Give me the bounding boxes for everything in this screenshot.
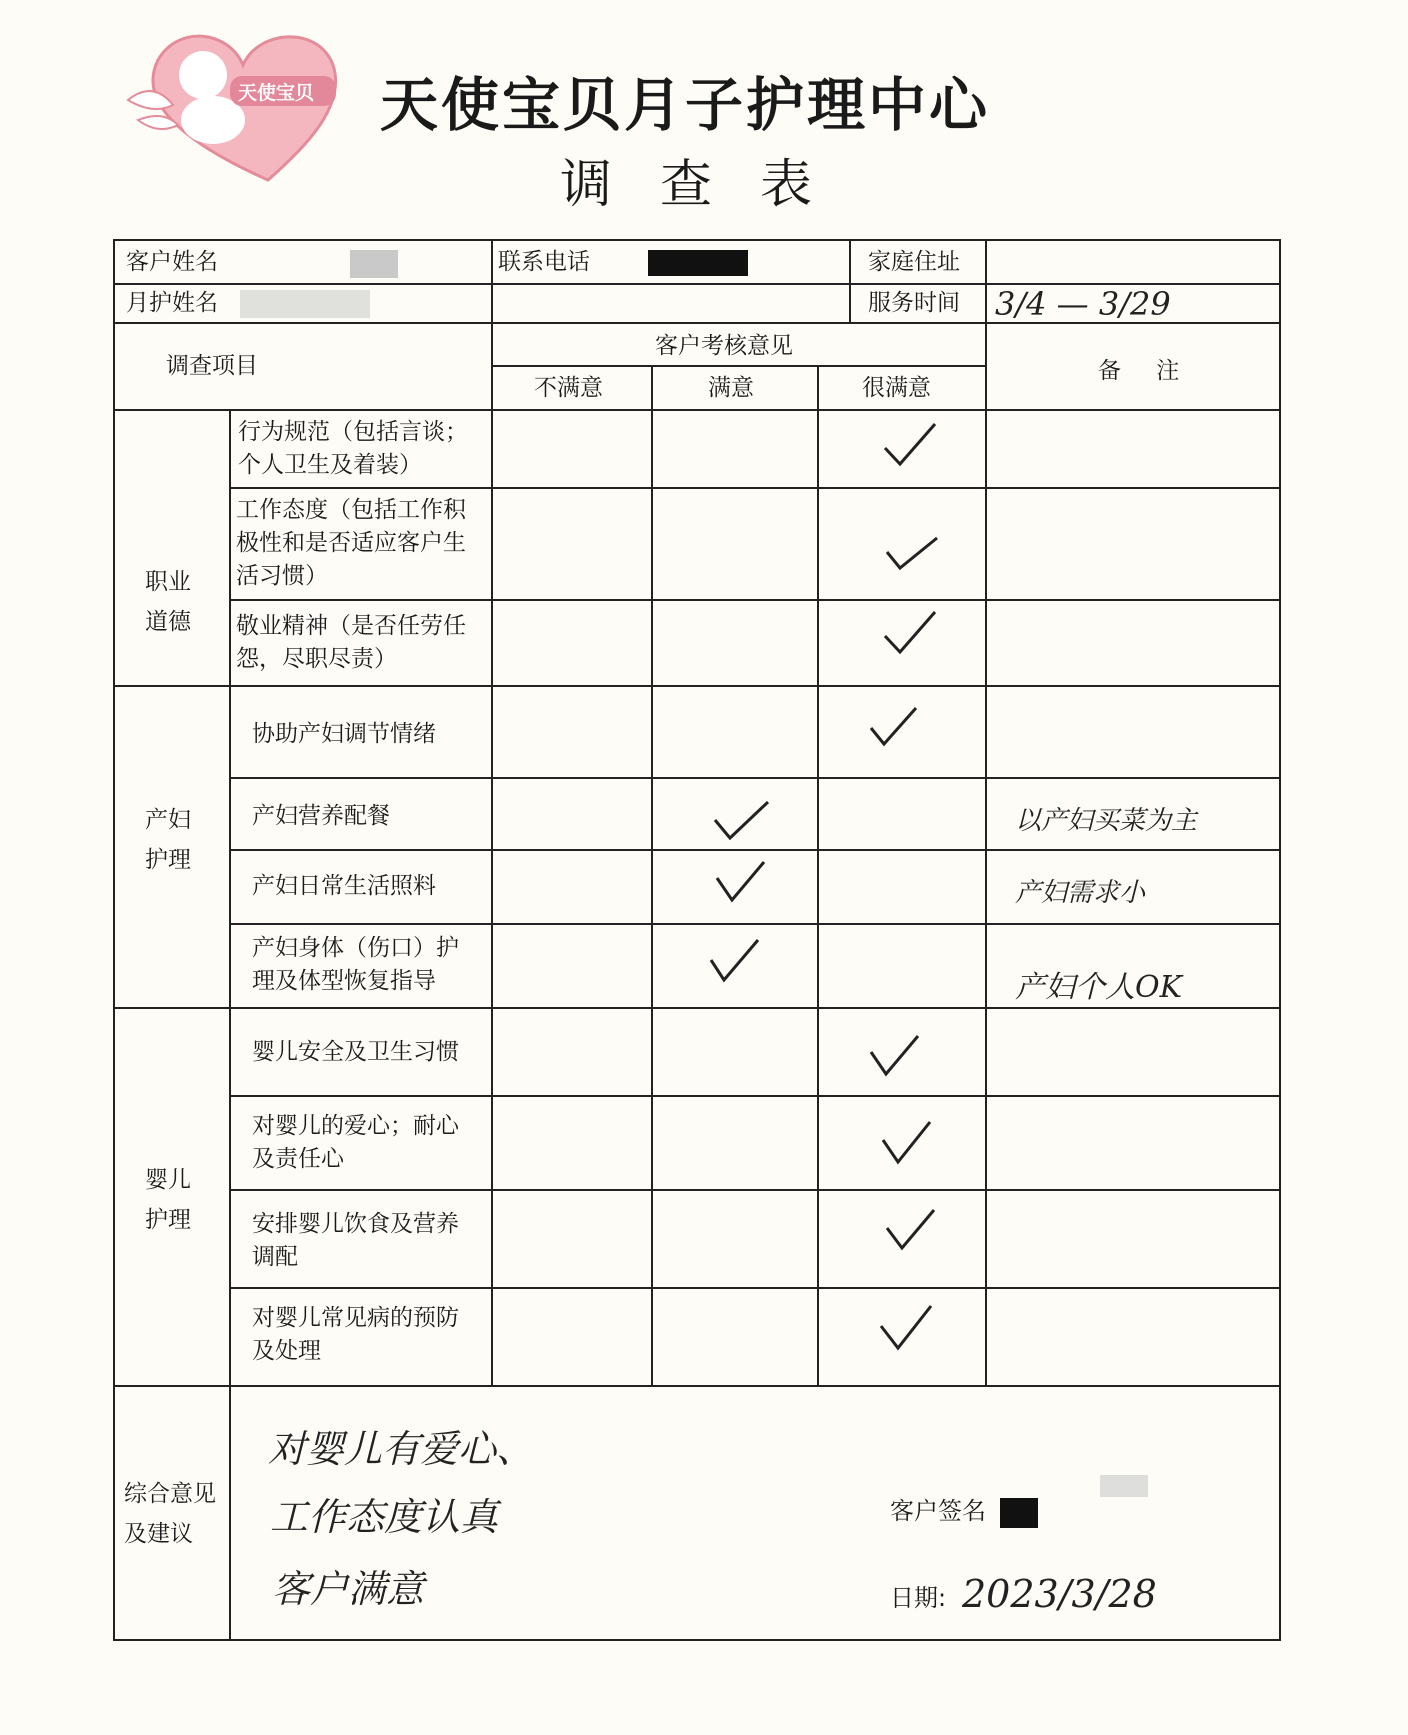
section-professional-ethics: 职业 道德 [145,569,191,635]
check-mark-icon [712,858,772,908]
check-mark-icon [882,1206,942,1256]
nurse-name-redaction [240,290,370,318]
section-baby-care: 婴儿 护理 [145,1167,191,1233]
item-emotion: 协助产妇调节情绪 [252,721,436,747]
remark-nutrition: 以产妇买菜为主 [1015,806,1198,836]
remark-daily-care: 产妇需求小 [1015,878,1146,908]
signature-blur [1100,1475,1148,1497]
page-title: 天使宝贝月子护理中心 [380,71,991,139]
summary-label: 综合意见 及建议 [124,1481,216,1547]
summary-line-1: 对婴儿有爱心、 [268,1427,535,1471]
col-very-satisfied: 很满意 [862,375,931,401]
phone-redaction [648,250,748,276]
survey-item-header: 调查项目 [166,353,258,379]
date-value: 2023/3/28 [962,1572,1157,1616]
check-mark-icon [880,608,940,658]
remarks-header: 备 注 [1098,358,1194,384]
nurse-name-label: 月护姓名 [126,290,218,316]
check-mark-icon [876,1302,936,1352]
check-mark-icon [880,420,940,470]
item-baby-diet: 安排婴儿饮食及营养 调配 [252,1211,459,1270]
item-dedication: 敬业精神（是否任劳任 怨，尽职尽责） [236,613,466,672]
check-mark-icon [878,1118,938,1168]
item-work-attitude: 工作态度（包括工作积 极性和是否适应客户生 活习惯） [236,497,466,589]
col-unsatisfied: 不满意 [534,375,603,401]
signature-label: 客户签名 [890,1497,986,1525]
check-mark-icon [706,936,766,986]
item-baby-love: 对婴儿的爱心；耐心 及责任心 [252,1113,459,1172]
section-mother-care: 产妇 护理 [145,807,191,873]
item-behavior: 行为规范（包括言谈； 个人卫生及着装） [238,419,468,478]
check-mark-icon [866,702,926,752]
summary-line-2: 工作态度认真 [270,1495,499,1539]
col-satisfied: 满意 [708,375,754,401]
signature-redaction [1000,1498,1038,1528]
item-nutrition: 产妇营养配餐 [252,803,390,829]
check-mark-icon [866,1030,926,1080]
page-subtitle: 调查表 [560,155,861,215]
address-label: 家庭住址 [868,249,960,275]
customer-name-label: 客户姓名 [126,249,218,275]
check-mark-icon [882,524,942,574]
customer-name-redaction [350,250,398,278]
item-baby-illness: 对婴儿常见病的预防 及处理 [252,1305,459,1364]
item-baby-safety: 婴儿安全及卫生习惯 [252,1039,459,1065]
service-time-label: 服务时间 [868,290,960,316]
phone-label: 联系电话 [498,249,590,275]
check-mark-icon [710,794,770,844]
service-time-value: 3/4 — 3/29 [995,285,1171,323]
item-daily-care: 产妇日常生活照料 [252,873,436,899]
opinion-header: 客户考核意见 [655,333,793,359]
summary-line-3: 客户满意 [272,1567,425,1611]
remark-body-recovery: 产妇个人OK [1015,970,1183,1005]
item-body-recovery: 产妇身体（伤口）护 理及体型恢复指导 [252,935,459,994]
logo-text: 天使宝贝 [238,82,315,104]
date-label: 日期: [890,1584,947,1612]
